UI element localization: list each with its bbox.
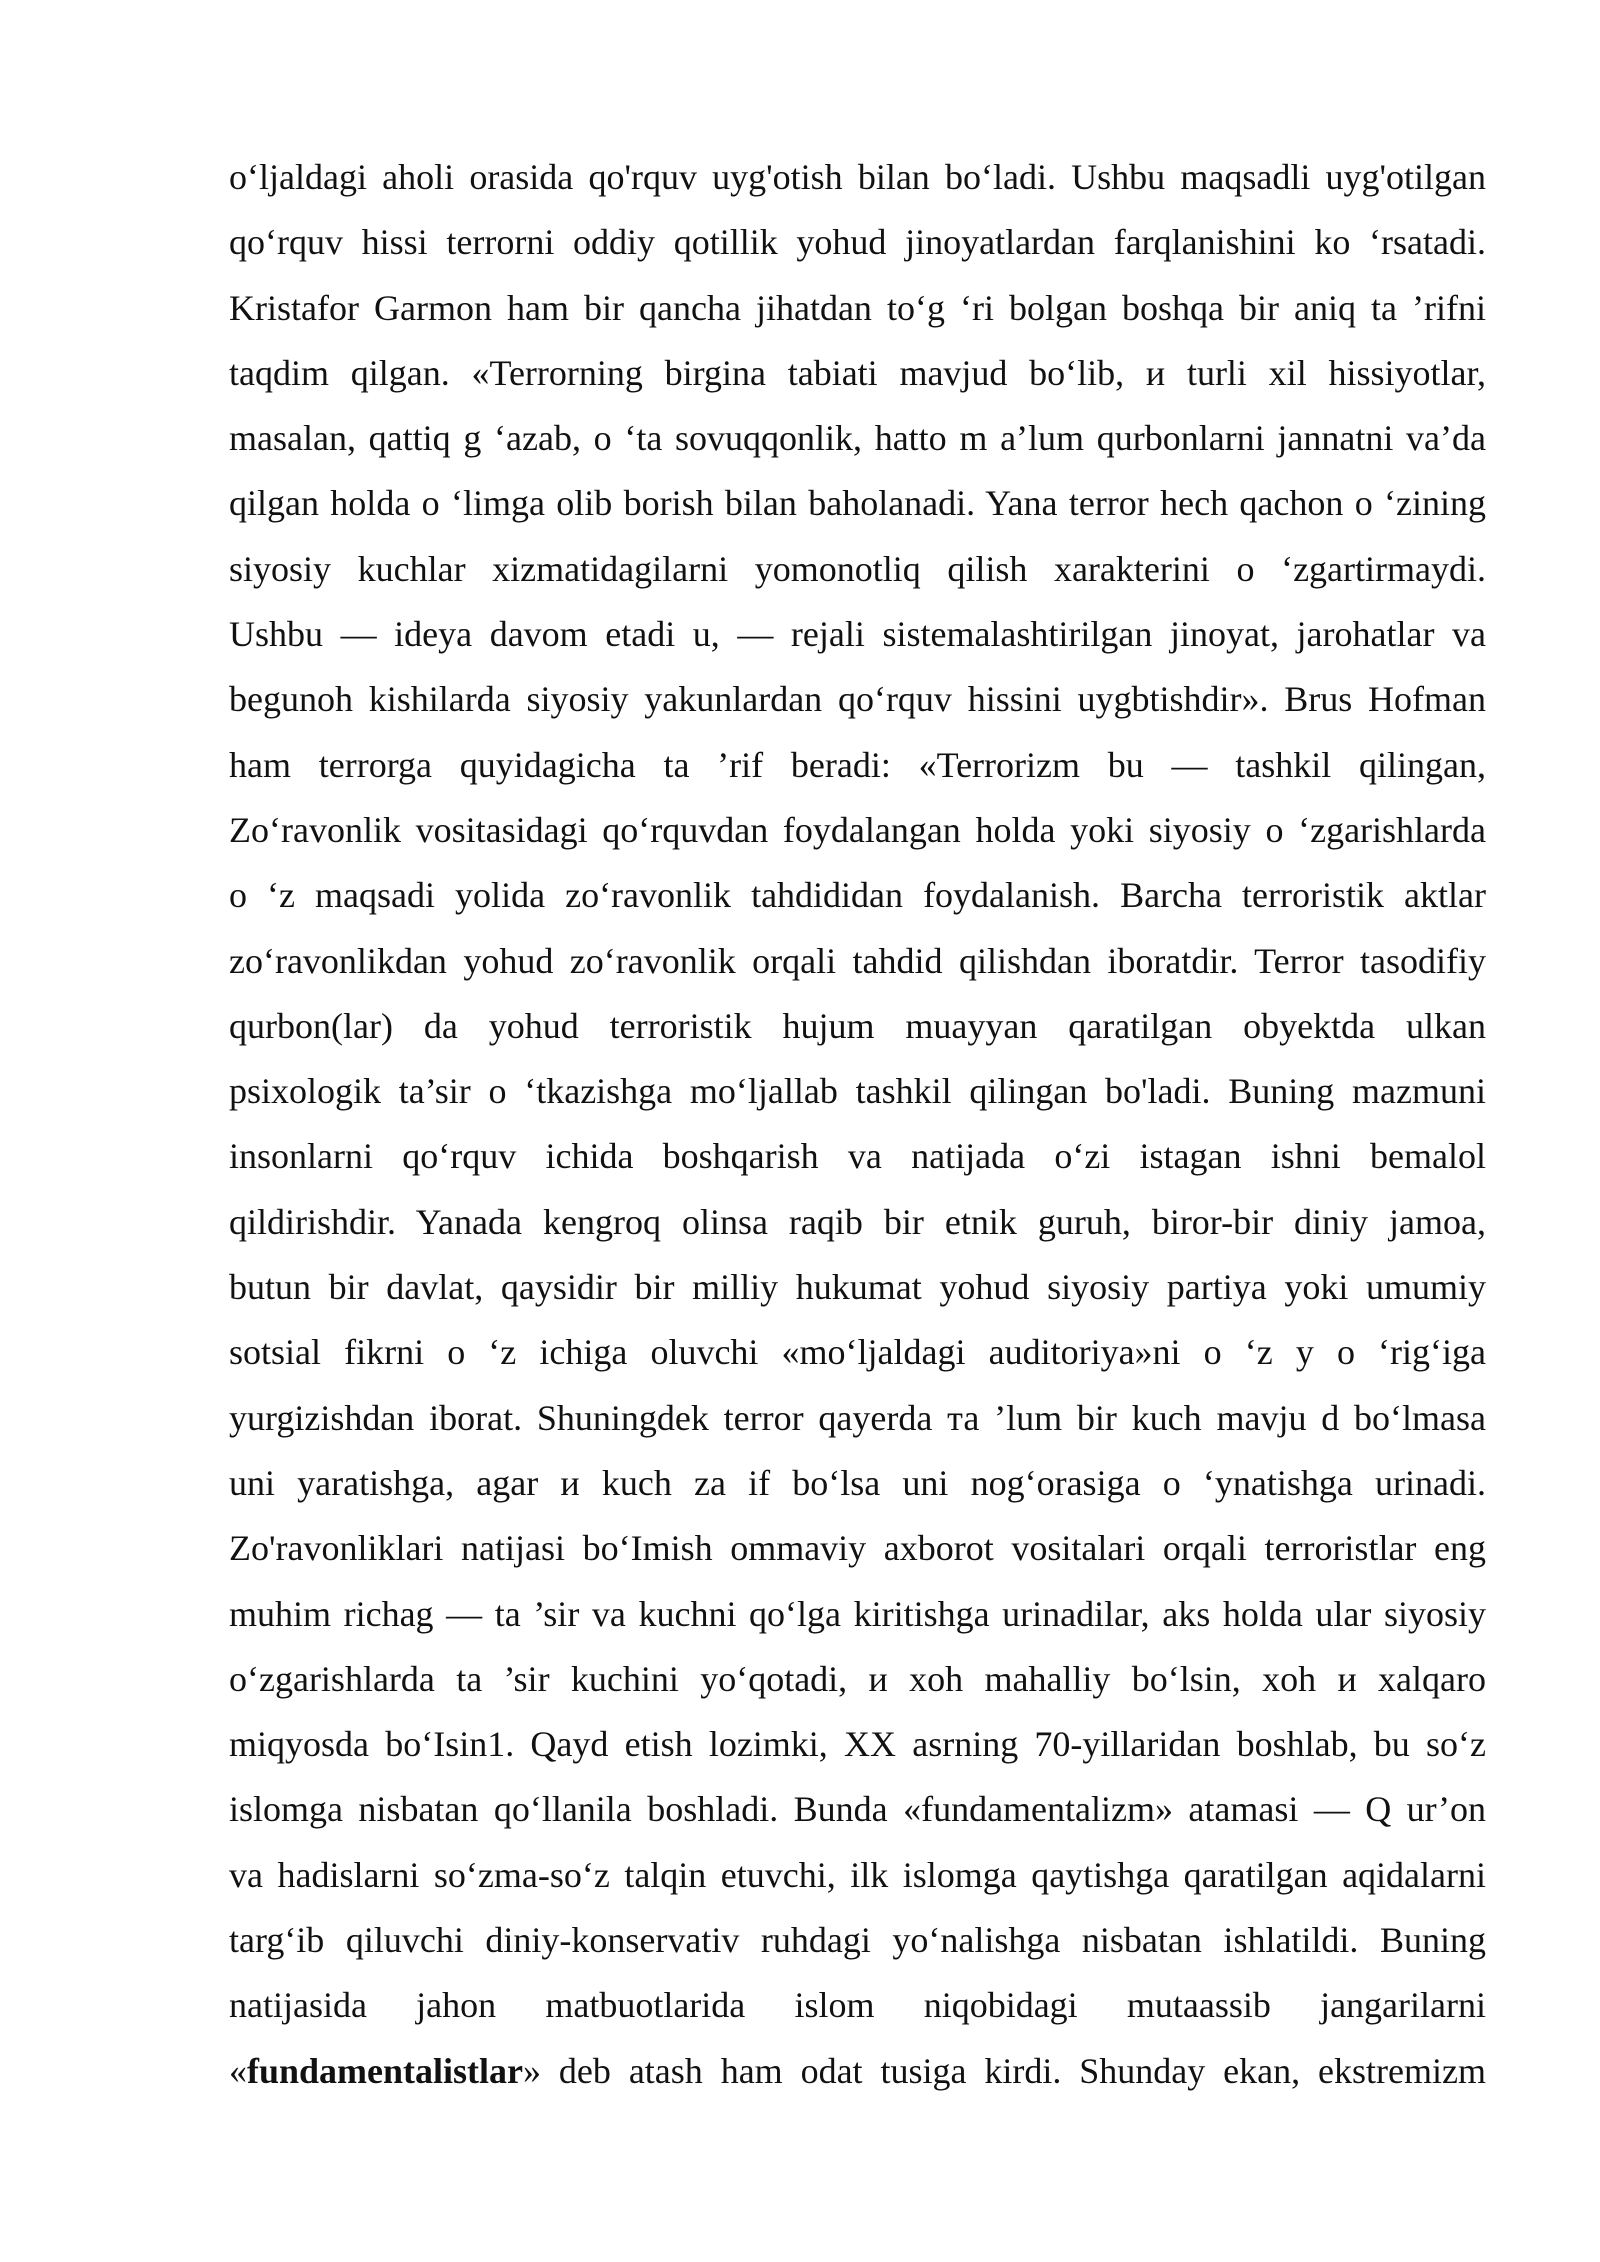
text-line: sotsial fikrni o ‘z ichiga oluvchi «mo‘ljaldagi auditoriya»ni o ‘z у o ‘rig‘iga — [229, 1332, 1486, 1373]
body-text — [229, 145, 1486, 2104]
text-line: taqdim qilgan. «Terrorning birgina tabiati mavjud bo‘lib, и turli xil hissiyotlar, — [229, 352, 1486, 393]
text-line: masalan, qattiq g ‘azab, o ‘ta sovuqqonlik, hatto m a’lum qurbonlarni jannatni va’da — [229, 418, 1486, 459]
text-line: qilgan holda o ‘limga olib borish bilan baholanadi. Yana terror hech qachon o ‘zining — [229, 483, 1486, 524]
text-line: o‘ljaldagi aholi orasida qo'rquv uyg'otish bilan bo‘ladi. Ushbu maqsadli uyg'otilgan — [229, 157, 1486, 197]
text-line: uni yaratishga, agar и kuch za if bo‘lsa uni nog‘orasiga o ‘ynatishga urinadi. — [229, 1462, 1486, 1503]
text-line: o ‘z maqsadi yolida zo‘ravonlik tahdididan foydalanish. Barcha terroristik aktlar — [229, 875, 1486, 916]
text-line: qildirishdir. Yanada kengroq olinsa raqib bir etnik guruh, biror-bir diniy jamoa, — [229, 1201, 1486, 1242]
text-line: insonlarni qo‘rquv ichida boshqarish va natijada o‘zi istagan ishni bemalol — [229, 1136, 1486, 1177]
open-quote: « — [229, 2050, 247, 2091]
text-line: Zo'ravonliklari natijasi bo‘Imish ommaviy axborot vositalari orqali terroristlar eng — [229, 1528, 1486, 1569]
text-line: muhim richag — ta ’sir va kuchni qo‘lga kiritishga urinadilar, aks holda ular siyosiy — [229, 1593, 1486, 1634]
text-line: butun bir davlat, qaysidir bir milliy hukumat yohud siyosiy partiya yoki umumiy — [229, 1267, 1486, 1308]
text-line: ham terrorga quyidagicha ta ’rif beradi: «Terrorizm bu — tashkil qilingan, — [229, 744, 1486, 785]
text-line: o‘zgarishlarda ta ’sir kuchini yo‘qotadi, и xoh mahalliy bo‘lsin, xoh и xalqaro — [229, 1658, 1486, 1699]
text-line: qurbon(lar) da yohud terroristik hujum muayyan qaratilgan obyektda ulkan — [229, 1005, 1486, 1046]
text-line-last — [229, 2039, 1486, 2104]
line-remainder: » deb atash ham odat tusiga kirdi. Shunday ekan, ekstremizm — [523, 2050, 1486, 2091]
text-line: begunoh kishilarda siyosiy yakunlardan qo‘rquv hissini uygbtishdir». Brus Hofman — [229, 679, 1486, 720]
text-line: natijasida jahon matbuotlarida islom niqobidagi mutaassib jangarilarni — [229, 1985, 1486, 2026]
text-line: zo‘ravonlikdan yohud zo‘ravonlik orqali tahdid qilishdan iboratdir. Terror tasodifiy — [229, 940, 1486, 981]
text-line: siyosiy kuchlar xizmatidagilarni yomonotliq qilish xarakterini o ‘zgartirmaydi. — [229, 548, 1486, 589]
text-line: Kristafor Garmon ham bir qancha jihatdan to‘g ‘ri bolgan boshqa bir aniq ta ’rifni — [229, 287, 1486, 328]
bold-term: fundamentalistlar — [247, 2050, 524, 2091]
text-line: Ushbu — ideya davom etadi u, — rejali sistemalashtirilgan jinoyat, jarohatlar va — [229, 614, 1486, 655]
text-line: yurgizishdan iborat. Shuningdek terror qayerda та ’lum bir kuch mavju d bo‘lmasa — [229, 1397, 1486, 1438]
text-line: targ‘ib qiluvchi diniy-konservativ ruhdagi yo‘nalishga nisbatan ishlatildi. Buning — [229, 1920, 1486, 1961]
text-line: islomga nisbatan qo‘llanila boshladi. Bunda «fundamentalizm» atamasi — Q ur’on — [229, 1789, 1486, 1830]
text-line: miqyosda bo‘Isin1. Qayd etish lozimki, XX asrning 70-yillaridan boshlab, bu so‘z — [229, 1724, 1486, 1765]
text-line: qo‘rquv hissi terrorni oddiy qotillik yohud jinoyatlardan farqlanishini ko ‘rsatadi. — [229, 222, 1486, 263]
text-line: Zo‘ravonlik vositasidagi qo‘rquvdan foydalangan holda yoki siyosiy o ‘zgarishlarda — [229, 809, 1486, 850]
text-line: va hadislarni so‘zma-so‘z talqin etuvchi, ilk islomga qaytishga qaratilgan aqidalarni — [229, 1854, 1486, 1895]
text-line: psixologik ta’sir o ‘tkazishga mo‘ljallab tashkil qilingan bo'ladi. Buning mazmuni — [229, 1071, 1486, 1112]
